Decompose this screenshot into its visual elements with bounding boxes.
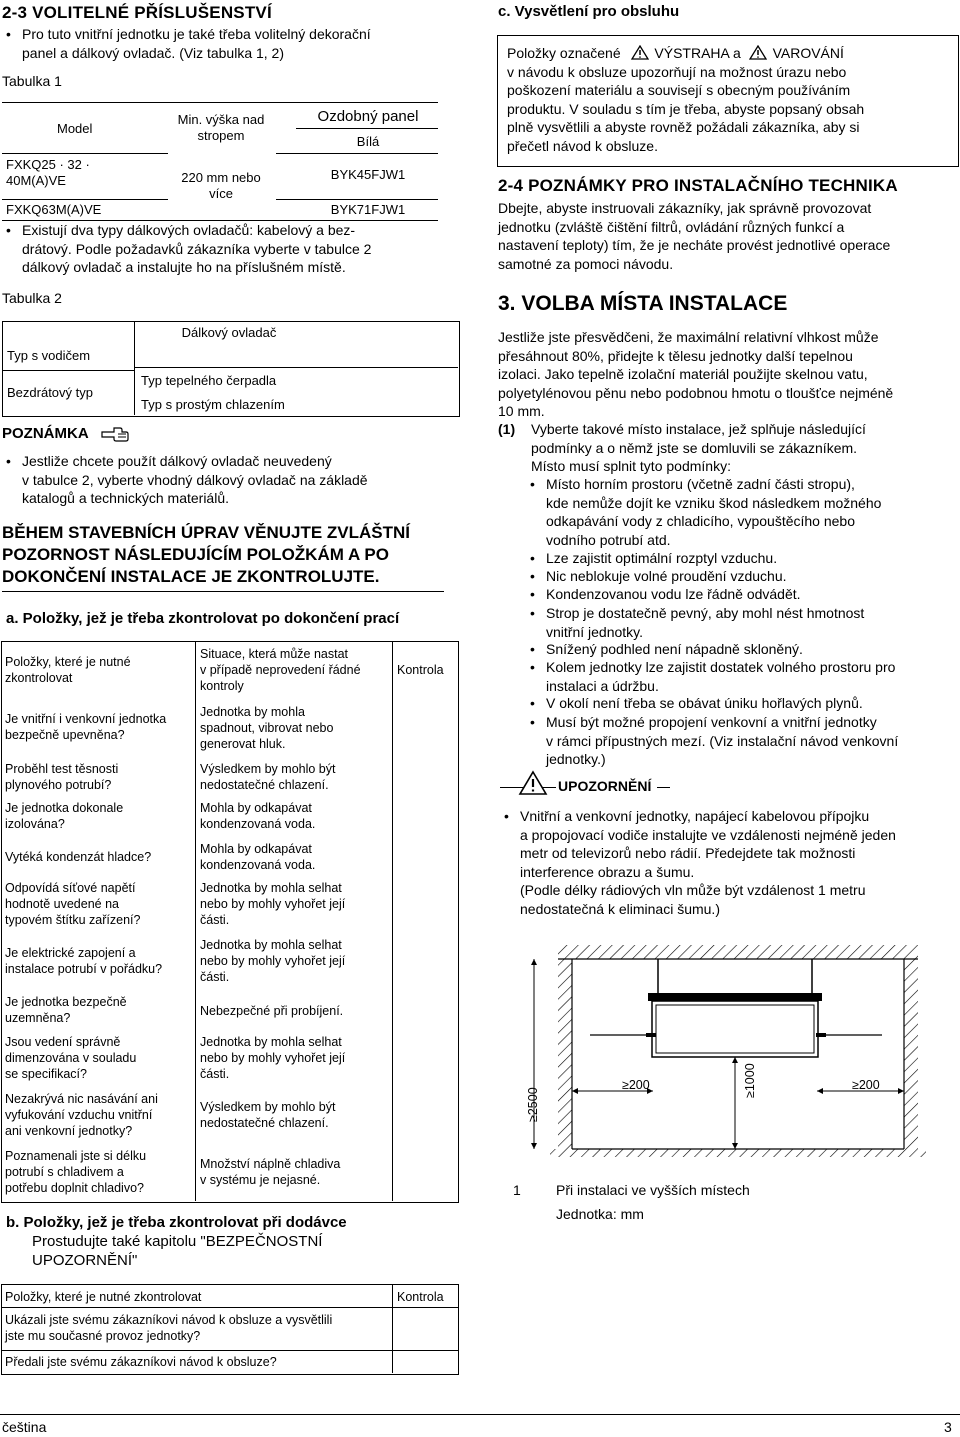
text-line: v systému je nejasné. [200,1173,321,1187]
text-line: v návodu k obsluze upozorňují na možnost úrazu nebo [507,63,847,80]
t1-row2-panel: BYK71FJW1 [330,202,406,217]
dim-200-right-label: ≥200 [852,1078,880,1092]
text-line: kondenzovaná voda. [200,817,316,831]
text-line: instalace potrubí v pořádku? [5,962,163,976]
table-row [5,1148,146,1196]
text-line: Vytéká kondenzát hladce? [5,850,152,864]
text-line: Jednotka by mohla selhat [200,881,342,895]
caution-triangle-icon [518,770,548,796]
t1-height-value [166,170,276,202]
text-line: ani venkovní jednotky? [5,1124,133,1138]
text-line: Jsou vedení správně [5,1035,121,1049]
text-line: podmínky a o němž jste se domluvili se zákazníkem. [531,439,858,456]
text-line: Vyberte takové místo instalace, jež splňuje následující [531,421,866,437]
footer-language: čeština [2,1419,47,1435]
accessory-bullet [22,25,371,62]
text-line: Dbejte, abyste instruovali zákazníky, jak správně provozovat [498,200,872,216]
text-line: BĚHEM STAVEBNÍCH ÚPRAV VĚNUJTE ZVLÁŠTNÍ [2,523,411,542]
table-row [5,761,118,793]
figure-number: 1 [513,1182,521,1198]
text-line: plně vysvětlili a abyste rovněž požádali zákazníka, aby si [507,119,860,135]
text-line: jednotky.) [546,751,606,767]
text-line: a propojovací vodiče instalujte ve vzdálenosti nejméně jeden [520,826,896,843]
text-line: Je elektrické zapojení a [5,946,136,960]
table-row [5,945,162,977]
pointing-hand-icon [100,423,132,443]
text-line: v rámci přípustných mezí. (Viz instalační návod venkovní [546,732,899,749]
subsection-c-title: c. Vysvětlení pro obsluhu [498,3,680,20]
text-line: typovém štítku zařízení? [5,913,141,927]
text-line: nebo by mohly vyhořet její [200,954,346,968]
table-2-label: Tabulka 2 [2,290,62,306]
text-line: (Podle délky rádiových vln může být vzdálenost 1 metru [520,882,866,898]
t2-wireless: Bezdrátový typ [7,385,93,400]
table-row [200,937,345,985]
figure-caption: Při instalaci ve vyšších místech [556,1182,750,1198]
text-line: Jednotka by mohla [200,705,305,719]
text-span: VÝSTRAHA a [654,45,741,61]
table-row [200,1156,340,1188]
text-line: FXKQ25 · 32 · [6,157,90,172]
condition-bullet: • V okolí není třeba se obávat úniku hořlavých plynů. [546,694,863,713]
text-line: Odpovídá síťové napětí [5,881,136,895]
text-line: Místo musí splnit tyto podmínky: [531,458,731,474]
text-line: části. [200,970,230,984]
text-line: kde nemůže dojít ke vzniku škod následkem možného [546,494,882,511]
text-line: generovat hluk. [200,737,286,751]
condition-bullet [546,658,895,695]
table-row [5,711,166,743]
text-line: přečetl návod k obsluze. [507,137,658,154]
section-2-4-title: 2-4 POZNÁMKY PRO INSTALAČNÍHO TECHNIKA [498,176,898,195]
construction-warning [2,522,410,588]
table-row [200,1099,335,1131]
t2-cooling: Typ s prostým chlazením [141,397,285,412]
text-line: • Jestliže chcete použít dálkový ovladač neuvedený [22,453,332,469]
text-line: polyetylénovou pěnu nebo podobnou hmotu o tloušťce nejméně [498,384,894,401]
text-line: hodnotě uvedené na [5,897,119,911]
point-1-number: (1) [498,421,516,437]
text-line: spadnout, vibrovat nebo [200,721,334,735]
text-line: metr od televizorů nebo rádií. Předejdete tak možnosti [520,845,856,861]
ta-header-check: Kontrola [397,663,444,677]
text-line: Položky, které je nutné [5,655,131,669]
text-line: Předali jste svému zákazníkovi návod k obsluze? [5,1355,277,1369]
text-line: Jestliže jste přesvědčeni, že maximální relativní vlhkost může [498,329,879,345]
text-line: Jednotka by mohla selhat [200,938,342,952]
t2-header: Dálkový ovladač [181,325,277,340]
footer-page-number: 3 [944,1419,952,1435]
t1-row2-model: FXKQ63M(A)VE [6,202,102,217]
text-line: nebo by mohly vyhořet její [200,1051,346,1065]
note-title: POZNÁMKA [2,425,89,442]
table-row [200,1003,343,1019]
text-span: VAROVÁNÍ [772,45,844,61]
warning-triangle-icon [631,45,649,60]
point-1-text [531,420,866,476]
condition-bullet: • Nic neblokuje volné proudění vzduchu. [546,567,787,586]
text-line: • Místo horním prostoru (včetně zadní části stropu), [546,476,855,492]
table-row [5,880,140,928]
text-line: Prostudujte také kapitolu "BEZPEČNOSTNÍ [32,1233,323,1250]
text-line: Mohla by odkapávat [200,842,312,856]
ta-header-situation [200,646,361,694]
text-line: stropem [197,128,245,143]
text-line: • Vnitřní a venkovní jednotky, napájecí kabelovou přípojku [520,808,870,824]
text-line: 10 mm. [498,403,545,419]
dim-2500-label: ≥2500 [526,1087,540,1122]
table-row [5,800,123,832]
condition-bullet: • Snížený podhled není nápadně skloněný. [546,640,803,659]
text-line: • Strop je dostatečně pevný, aby mohl nést hmotnost [546,605,865,621]
text-line: • Kolem jednotky lze zajistit dostatek volného prostoru pro [546,659,896,675]
text-line: izolaci. Jako tepelně izolační materiál použijte skelnou vatu, [498,366,868,382]
text-line: Výsledkem by mohlo být [200,1100,336,1114]
table-row [5,849,151,865]
text-line: potrubí s chladivem a [5,1165,124,1179]
text-line: Jednotka by mohla selhat [200,1035,342,1049]
text-line: v tabulce 2, vyberte vhodný dálkový ovladač na základě [22,471,368,488]
text-line: panel a dálkový ovladač. (Viz tabulka 1, 2) [22,44,285,61]
text-line: katalogů a technických materiálů. [22,490,229,506]
text-line: Ukázali jste svému zákazníkovi návod k obsluze a vysvětlili [5,1313,333,1327]
text-line: • Pro tuto vnitřní jednotku je také třeba volitelný dekorační [22,26,371,42]
tb-header-check: Kontrola [397,1290,444,1304]
table-row [200,704,333,752]
t1-height-header [166,112,276,144]
condition-bullet: • Lze zajistit optimální rozptyl vzduchu. [546,549,777,568]
text-line: poškození materiálu a souvisejí s obecným používáním [507,82,851,98]
text-line: Nezakrývá nic nasávání ani [5,1092,158,1106]
condition-bullet [546,604,864,641]
t1-panel-header: Ozdobný panel [317,108,419,125]
text-line: potřebu doplnit chladivo? [5,1181,144,1195]
text-line: uzemněna? [5,1011,71,1025]
text-line: Je jednotka bezpečně [5,995,127,1009]
condition-bullet [546,475,881,549]
text-line: Proběhl test těsnosti [5,762,119,776]
dim-200-left-label: ≥200 [622,1078,650,1092]
section-2-3-title: 2-3 VOLITELNÉ PŘÍSLUŠENSTVÍ [2,3,272,22]
operator-explanation-text [507,44,864,155]
table-row [5,1354,277,1370]
text-line: zkontrolovat [5,671,73,685]
text-line: produktu. V souladu s tím je třeba, abyste popsaný obsah [507,100,865,117]
dim-1000-label: ≥1000 [743,1063,757,1098]
t1-row1-panel: BYK45FJW1 [330,167,406,182]
subsection-b-title: b. Položky, jež je třeba zkontrolovat při dodávce [6,1214,347,1231]
ta-header-item [5,654,131,686]
text-line: přesáhnout 80%, přidejte k tělesu jednotky další tepelnou [498,347,853,364]
text-line: jste mu současné provoz jednotky? [5,1329,201,1343]
t2-heatpump: Typ tepelného čerpadla [141,373,277,388]
text-line: instalaci a údržbu. [546,677,659,694]
condition-bullet: • Kondenzovanou vodu lze řádně odvádět. [546,585,801,604]
text-line: odkapávání vody z chladicího, vypouštěcího nebo [546,513,855,529]
text-line: Je jednotka dokonale [5,801,124,815]
text-line: plynového potrubí? [5,778,112,792]
text-line: více [209,186,233,201]
text-line: části. [200,1067,230,1081]
t2-wired: Typ s vodičem [7,348,91,363]
text-line: UPOZORNĚNÍ" [32,1252,138,1269]
text-line: Množství náplně chladiva [200,1157,341,1171]
text-line: Nebezpečné při probíjení. [200,1004,344,1018]
text-line: vyfukování vzduchu vnitřní [5,1108,153,1122]
caution-title: UPOZORNĚNÍ [556,778,657,794]
text-line: izolována? [5,817,65,831]
table-row [5,1034,136,1082]
text-line: jednotku (zvláště čištění filtrů, ovládání různých funkcí a [498,218,845,235]
text-line: nedostatečné chlazení. [200,1116,329,1130]
text-line: samotné za pomoci návodu. [498,255,674,272]
text-line: vnitřní jednotky. [546,623,644,640]
text-line: nedostatečné chlazení. [200,778,329,792]
caution-triangle-icon [749,45,767,60]
table-row [200,880,345,928]
caution-bullet [520,807,896,918]
table-row [200,841,315,873]
note-bullet [22,452,368,508]
text-span: Položky označené [507,45,621,61]
remote-types-bullet [22,221,371,277]
text-line: • Existují dva typy dálkových ovladačů: kabelový a bez- [22,222,356,238]
table-row [200,1034,345,1082]
text-line: Min. výška nad [177,112,265,127]
text-line: interference obrazu a šumu. [520,863,695,880]
tb-header-item: Položky, které je nutné zkontrolovat [5,1290,202,1304]
text-line: se specifikací? [5,1067,87,1081]
text-line: Mohla by odkapávat [200,801,312,815]
t1-white-header: Bílá [356,134,380,149]
text-line: části. [200,913,230,927]
figure-units: Jednotka: mm [556,1206,644,1222]
text-line: 220 mm nebo [181,170,261,185]
text-line: drátový. Podle požadavků zákazníka vyberte v tabulce 2 [22,240,372,257]
section-3-title: 3. VOLBA MÍSTA INSTALACE [498,292,788,315]
text-line: dálkový ovladač a instalujte ho na příslušném místě. [22,259,346,275]
t1-row1-model [6,157,90,189]
text-line: Situace, která může nastat [200,647,348,661]
text-line: • Musí být možné propojení venkovní a vnitřní jednotky [546,714,877,730]
text-line: dimenzována v souladu [5,1051,137,1065]
installation-clearance-diagram [520,935,940,1165]
section-2-4-text [498,199,890,273]
text-line: Výsledkem by mohlo být [200,762,336,776]
table-row [200,761,335,793]
text-line: Poznamenali jste si délku [5,1149,147,1163]
condition-bullet [546,713,898,769]
table-row [200,800,315,832]
text-line: bezpečně upevněna? [5,728,125,742]
text-line: DOKONČENÍ INSTALACE JE ZKONTROLUJTE. [2,567,380,586]
subsection-a-title: a. Položky, jež je třeba zkontrolovat po dokončení prací [6,610,400,627]
text-line: nebo by mohly vyhořet její [200,897,346,911]
text-line: nedostatečná k eliminaci šumu.) [520,900,720,917]
text-line: kondenzovaná voda. [200,858,316,872]
text-line: nastavení teploty) tím, že je necháte provést jednotlivé operace [498,237,891,253]
text-line: 40M(A)VE [6,173,66,188]
text-line: vodního potrubí atd. [546,531,671,548]
t1-model-header: Model [57,121,93,136]
subsection-b [6,1213,347,1270]
text-line: POZORNOST NÁSLEDUJÍCÍM POLOŽKÁM A PO [2,545,389,564]
table-1-label: Tabulka 1 [2,73,62,89]
text-line: v případě neprovedení řádné [200,663,361,677]
table-row [5,1091,158,1139]
table-row [5,1312,332,1344]
text-line: Je vnitřní i venkovní jednotka [5,712,167,726]
section-3-text [498,328,893,421]
table-row [5,994,127,1026]
text-line: kontroly [200,679,244,693]
text-line [507,44,864,63]
